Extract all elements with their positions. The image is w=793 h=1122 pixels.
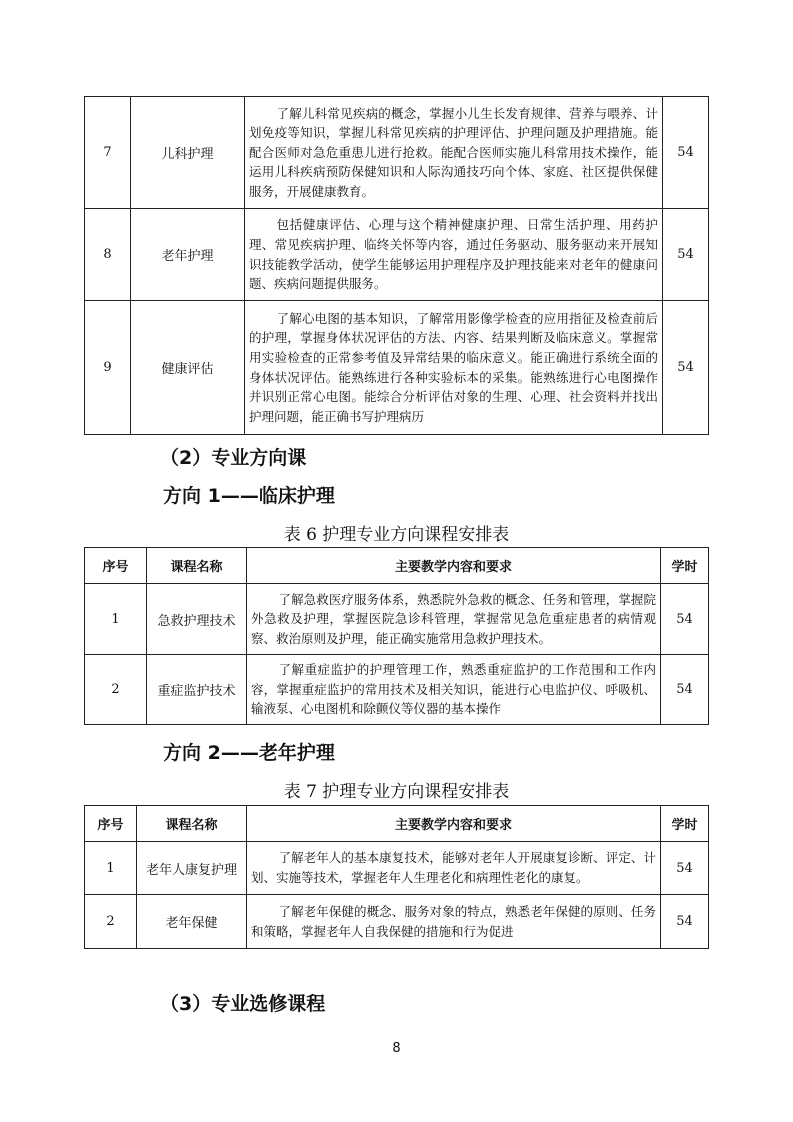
header-number: 序号 (85, 806, 137, 842)
table-row (85, 209, 709, 301)
course-hours: 54 (661, 895, 709, 949)
page-number: 8 (392, 1041, 401, 1056)
header-hours: 学时 (661, 806, 709, 842)
table-row (85, 895, 709, 949)
table-7-caption: 表 7 护理专业方向课程安排表 (283, 782, 510, 802)
course-description: 了解儿科常见疾病的概念，掌握小儿生长发育规律、营养与喂养、计划免疫等知识，掌握儿科常见疾病的护理评估、护理问题及护理措施。能配合医师对急危重患儿进行抢救。能配合医师实施儿科常用技术操作，能运用儿科疾病预防保健知识和人际沟通技巧向个体、家庭、社区提供保健服务，开展健康教育。 (245, 97, 663, 209)
course-description: 了解老年保健的概念、服务对象的特点，熟悉老年保健的原则、任务和策略，掌握老年人自我保健的措施和行为促进 (247, 895, 661, 949)
direction-2-heading: 方向 2——老年护理 (163, 742, 335, 764)
course-hours: 54 (661, 842, 709, 895)
course-name: 重症监护技术 (147, 655, 247, 725)
header-hours: 学时 (661, 548, 709, 584)
header-number: 序号 (85, 548, 147, 584)
course-description: 了解重症监护的护理管理工作，熟悉重症监护的工作范围和工作内容，掌握重症监护的常用技术及相关知识，能进行心电监护仪、呼吸机、输液泵、心电图机和除颤仪等仪器的基本操作 (247, 655, 661, 725)
course-description: 包括健康评估、心理与这个精神健康护理、日常生活护理、用药护理、常见疾病护理、临终关怀等内容，通过任务驱动、服务驱动来开展知识技能教学活动，使学生能够运用护理程序及护理技能来对老年的健康问题、疾病问题提供服务。 (245, 209, 663, 301)
course-description: 了解老年人的基本康复技术，能够对老年人开展康复诊断、评定、计划、实施等技术，掌握老年人生理老化和病理性老化的康复。 (247, 842, 661, 895)
direction-1-heading: 方向 1——临床护理 (163, 485, 335, 507)
table-row (85, 655, 709, 725)
course-name: 老年人康复护理 (137, 842, 247, 895)
table-6 (84, 547, 709, 725)
section-heading-electives: （3）专业选修课程 (160, 993, 326, 1015)
header-course-name: 课程名称 (137, 806, 247, 842)
table-6-caption: 表 6 护理专业方向课程安排表 (283, 525, 510, 545)
table-row (85, 301, 709, 435)
section-heading-direction-courses: （2）专业方向课 (160, 447, 307, 469)
header-content: 主要教学内容和要求 (247, 806, 661, 842)
table-header-row (85, 548, 709, 584)
course-hours: 54 (663, 97, 709, 209)
course-number: 1 (85, 842, 137, 895)
course-name: 老年保健 (137, 895, 247, 949)
course-description: 了解急救医疗服务体系，熟悉院外急救的概念、任务和管理，掌握院外急救及护理，掌握医院急诊科管理，掌握常见急危重症患者的病情观察、救治原则及护理，能正确实施常用急救护理技术。 (247, 584, 661, 655)
course-number: 8 (85, 209, 131, 301)
header-content: 主要教学内容和要求 (247, 548, 661, 584)
table-row (85, 584, 709, 655)
course-hours: 54 (661, 655, 709, 725)
course-number: 2 (85, 895, 137, 949)
course-number: 1 (85, 584, 147, 655)
course-number: 2 (85, 655, 147, 725)
course-description: 了解心电图的基本知识，了解常用影像学检查的应用指征及检查前后的护理，掌握身体状况评估的方法、内容、结果判断及临床意义。掌握常用实验检查的正常参考值及异常结果的临床意义。能正确进行系统全面的身体状况评估。能熟练进行各种实验标本的采集。能熟练进行心电图操作并识别正常心电图。能综合分析评估对象的生理、心理、社会资料并找出护理问题，能正确书写护理病历 (245, 301, 663, 435)
course-number: 7 (85, 97, 131, 209)
header-course-name: 课程名称 (147, 548, 247, 584)
course-name: 儿科护理 (131, 97, 245, 209)
course-hours: 54 (661, 584, 709, 655)
table-header-row (85, 806, 709, 842)
table-row (85, 97, 709, 209)
core-course-table (84, 96, 709, 435)
course-name: 急救护理技术 (147, 584, 247, 655)
table-7 (84, 805, 709, 949)
course-number: 9 (85, 301, 131, 435)
course-name: 老年护理 (131, 209, 245, 301)
course-name: 健康评估 (131, 301, 245, 435)
course-hours: 54 (663, 301, 709, 435)
table-row (85, 842, 709, 895)
course-hours: 54 (663, 209, 709, 301)
